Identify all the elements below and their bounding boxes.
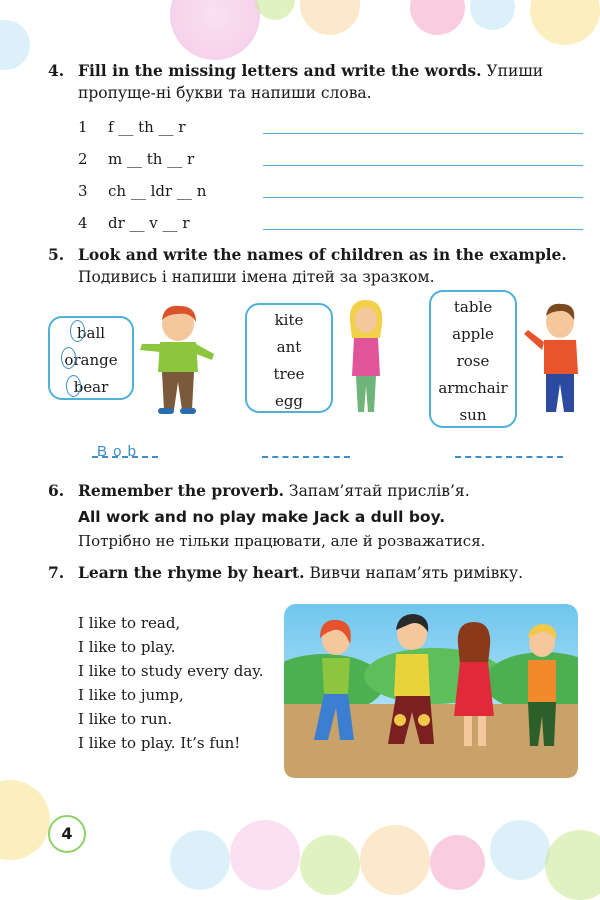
- answer-blank: [92, 456, 158, 458]
- row-number: 4: [78, 214, 88, 232]
- word-box-3: [429, 290, 517, 428]
- proverb: All work and no play make Jack a dull boy.: [78, 508, 446, 526]
- decor-circle: [230, 820, 300, 890]
- decor-circle: [410, 0, 465, 35]
- boy-illustration: [138, 302, 220, 420]
- box-word: ball: [76, 324, 106, 342]
- instruction-ua: Упиши пропуще-ні букви та напиши слова.: [78, 62, 544, 102]
- rhyme-line: I like to play.: [78, 638, 176, 656]
- box-word: egg: [274, 392, 304, 410]
- task-6-heading: [48, 480, 588, 502]
- rhyme-line: I like to play. It’s fun!: [78, 734, 241, 752]
- word-box-2: [245, 303, 333, 413]
- row-number: 3: [78, 182, 88, 200]
- page-number: 4: [48, 815, 86, 853]
- answer-line[interactable]: [263, 229, 583, 230]
- row-number: 2: [78, 150, 88, 168]
- box-word: bear: [73, 378, 109, 396]
- answer-blank[interactable]: [455, 456, 563, 458]
- instruction-ua: Запам’ятай прислів’я.: [288, 482, 470, 500]
- instruction-en: Fill in the missing letters and write the words.: [78, 61, 482, 80]
- row-number: 1: [78, 118, 88, 136]
- decor-circle: [530, 0, 600, 45]
- box-word: orange: [64, 351, 118, 369]
- task-7-heading: [48, 562, 588, 584]
- task-4-heading: [48, 60, 588, 104]
- decor-circle: [545, 830, 600, 900]
- word-with-gaps: dr __ v __ r: [108, 214, 190, 232]
- word-with-gaps: m __ th __ r: [108, 150, 195, 168]
- rhyme-line: I like to study every day.: [78, 662, 264, 680]
- decor-circle: [360, 825, 430, 895]
- box-word: armchair: [438, 379, 508, 397]
- decor-circle: [490, 820, 550, 880]
- rhyme-line: I like to read,: [78, 614, 181, 632]
- answer-line[interactable]: [263, 197, 583, 198]
- instruction-en: Remember the proverb.: [78, 481, 284, 500]
- task-number: 5.: [48, 245, 65, 264]
- boy-illustration: [522, 300, 584, 420]
- rhyme-line: I like to run.: [78, 710, 173, 728]
- girl-illustration: [342, 298, 388, 416]
- letter-circle: [66, 375, 81, 397]
- instruction-ua: Подивись і напиши імена дітей за зразком.: [78, 268, 435, 286]
- word-with-gaps: f __ th __ r: [108, 118, 186, 136]
- box-word: tree: [273, 365, 305, 383]
- decor-circle: [300, 835, 360, 895]
- decor-circle: [0, 780, 50, 860]
- decor-circle: [300, 0, 360, 35]
- box-word: apple: [452, 325, 494, 343]
- decor-circle: [170, 830, 230, 890]
- instruction-en: Learn the rhyme by heart.: [78, 563, 305, 582]
- task-number: 7.: [48, 563, 65, 582]
- rhyme-line: I like to jump,: [78, 686, 184, 704]
- word-with-gaps: ch __ ldr __ n: [108, 182, 207, 200]
- box-word: table: [453, 298, 493, 316]
- letter-circle: [70, 320, 85, 342]
- answer-blank[interactable]: [262, 456, 350, 458]
- decor-circle: [170, 0, 260, 60]
- decor-circle: [470, 0, 515, 30]
- instruction-ua: Вивчи напам’ять римівку.: [309, 564, 524, 582]
- decor-circle: [430, 835, 485, 890]
- children-playing-illustration: [284, 604, 578, 778]
- task-5-heading: [48, 244, 588, 288]
- decor-circle: [0, 20, 30, 70]
- proverb-translation: Потрібно не тільки працювати, але й розважатися.: [78, 532, 486, 550]
- box-word: rose: [456, 352, 490, 370]
- instruction-en: Look and write the names of children as in the example.: [78, 245, 567, 264]
- box-word: kite: [274, 311, 304, 329]
- task-number: 4.: [48, 61, 65, 80]
- answer-line[interactable]: [263, 165, 583, 166]
- box-word: ant: [276, 338, 302, 356]
- letter-circle: [61, 347, 76, 369]
- answer-example: B o b: [97, 443, 138, 460]
- task-number: 6.: [48, 481, 65, 500]
- decor-circle: [255, 0, 295, 20]
- box-word: sun: [459, 406, 487, 424]
- answer-line[interactable]: [263, 133, 583, 134]
